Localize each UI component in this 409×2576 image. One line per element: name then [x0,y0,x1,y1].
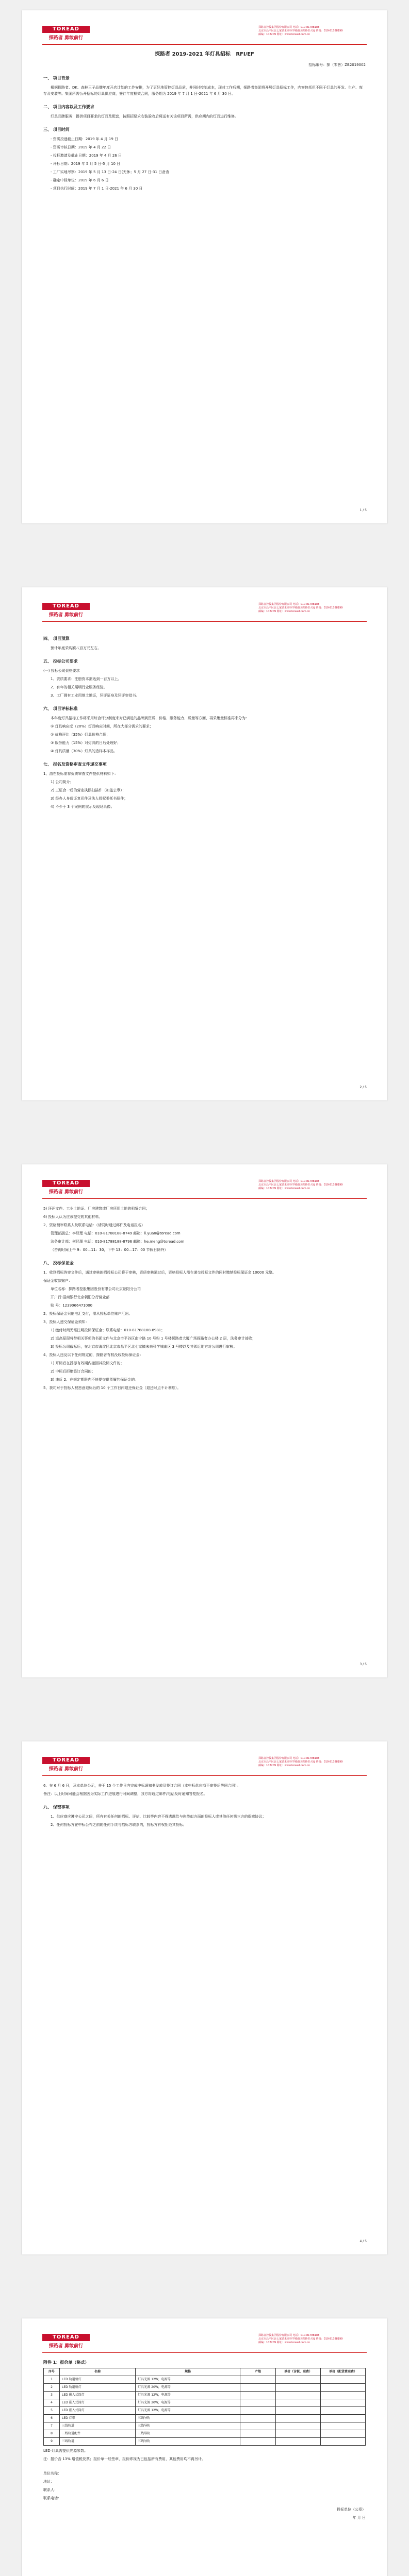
document-page-3 [22,1164,387,1677]
criteria-item: ① 灯具响应度（20%）灯具响应时间，所在大部分需求的要求； [51,724,154,728]
deposit-line: 保证金收款账户： [43,1279,72,1283]
timeline-item: - 确定中标单位：2019 年 6 月 6 日 [51,178,109,182]
timeline-item: - 投标邀请及截止日期：2019 年 4 月 26 日 [51,154,122,158]
document-line: 5) 环评文件、工业土地证、厂房建筑或厂房所用土地的租赁合同； [43,1207,150,1211]
company-line: 北京市昌平区北七家镇未来科学城南区探路者大厦 传真：010-81788199 [258,606,343,609]
table-cell [321,2438,366,2446]
table-cell [240,2376,276,2384]
document-page-1 [22,10,387,523]
toread-logo [42,1180,90,1196]
table-cell [276,2438,321,2446]
logo-subtitle: 探路者 勇敢前行 [48,36,84,41]
table-cell [321,2384,366,2392]
deposit-line: 1、收到招标答审文件后，通过审核的招投标公司将于审核，资质审核通过后，资格投标人需在递交投标文件的同时缴纳投标保证金 10000 元整。 [43,1270,276,1275]
company-info [258,1180,367,1191]
column-header: 单价（配货费运费） [321,2368,366,2376]
table-cell: 灯具光源 20W，电源等 [136,2399,240,2407]
requirement-item: 2、有年的相关照明行业服务经验。 [51,685,107,689]
document-page-5 [22,2318,387,2576]
document-item: 4) 不少于 3 个案例的展示及现场录像； [51,805,114,809]
table-cell: 灯具光源 20W，电源等 [136,2384,240,2392]
timeline-item: - 评标日期：2019 年 5 月 5 日-5 月 10 日 [51,162,121,166]
section-heading: 三、 项目时间 [43,127,70,132]
logo-text: TOREAD [42,26,90,33]
page-content [43,2360,366,2523]
logo-text: TOREAD [42,1180,90,1187]
document-item: 2) 三证合一后的营业执照扫描件（加盖公章）； [51,788,126,792]
section-text: 本年度灯具招标工作将采用综合评分制度来对已满足的品牌到资质、价格、服务能力、质量等方面，再采集量标准再来分为： [51,716,249,720]
column-header: 名称 [60,2368,136,2376]
table-row [44,2407,366,2415]
table-cell: 1 [44,2376,60,2384]
table-cell [240,2422,276,2430]
logo-subtitle: 探路者 勇敢前行 [48,613,84,618]
table-cell [276,2407,321,2415]
company-line: 北京市昌平区北七家镇未来科学城南区探路者大厦 传真：010-81788199 [258,2337,343,2341]
company-line: 邮编：102209 网址：www.toread.com.cn [258,2341,310,2344]
company-line: 探路者控股集团股份有限公司 电话：010-81788188 [258,1180,320,1183]
seal-label: 投标单位（公章） [337,2507,366,2512]
table-cell: 三线导轨 [136,2430,240,2438]
table-cell: 6 [44,2415,60,2422]
table-cell [321,2392,366,2399]
table-cell: 4 [44,2399,60,2407]
table-cell: 3 [44,2392,60,2399]
toread-logo [42,2334,90,2350]
company-line: 邮编：102209 网址：www.toread.com.cn [258,610,310,613]
deposit-line: 1) 缴付时间无需注明投标保证金；联系电话：010-81788188-8981； [51,1328,165,1332]
requirement-item: 1、资质要求：注册资本需达到一百万以上。 [51,677,122,681]
annex-title: 附件 1：报价单（格式） [43,2360,89,2365]
section-text: 根据探路者、DK、森林王子品牌年度开店计划的工作安排，为了更好地管控灯具品质，并同时控制成本，现对工作后期，探路者集团将开展灯具招标工作，内容包括但不限于灯具的开发、生产、库存及安装等。集团所需公开招标的灯具供应商，签订年度框架合同，服务期为 2019 年 7 月 1 日-2021 年 6 月 30 日。 [43,86,363,96]
table-body [44,2376,366,2446]
contact-line: 法务审计部：何经理 电话：010-81788188-8796 邮箱：he.meng@toread.com [51,1240,185,1244]
table-cell [276,2399,321,2407]
table-header-row [44,2368,366,2376]
section-heading: 七、 报名及资格审查文件递交事项 [43,762,107,767]
sign-date: 年 月 日 [352,2516,366,2520]
deposit-line: 5、我司对于投标人被恶意退标后的 10 个工作日内退还保证金（退还时点不计利息）。 [43,1386,181,1390]
timeline-item: - 工厂实地考察：2019 年 5 月 13 日-24 日(无休；5 月 27 日-31 日备查 [51,170,170,174]
page-content [43,1206,366,1393]
table-cell: 9 [44,2438,60,2446]
table-cell [240,2430,276,2438]
contact-line: 管理部副总：李经理 电话：010-81788188-8749 邮箱：li.yuan@toread.com [51,1231,181,1235]
table-row [44,2399,366,2407]
table-cell [240,2415,276,2422]
table-cell: 三线轨道 [60,2438,136,2446]
company-line: 探路者控股集团股份有限公司 电话：010-81788188 [258,1757,320,1760]
table-cell [276,2384,321,2392]
table-cell: 7 [44,2422,60,2430]
sign-field: 地址： [43,2480,54,2484]
table-cell: LED 灯带 [60,2415,136,2422]
page-content [43,629,366,812]
deposit-line: 3) 违反 2、在规定期限内不能提交供货履约保证金的。 [51,1378,139,1382]
logo-subtitle: 探路者 勇敢前行 [48,2344,84,2349]
deposit-line: 单位名称：探路者控股集团股份有限公司北京朝阳分公司 [51,1287,141,1291]
signature-block [43,2470,366,2521]
company-line: 邮编：102209 网址：www.toread.com.cn [258,1764,310,1767]
table-cell [276,2376,321,2384]
toread-logo [42,26,90,42]
page-number: 2 / 5 [359,1086,367,1089]
table-cell: 三线导轨 [136,2438,240,2446]
table-row [44,2376,366,2384]
column-header: 产地 [240,2368,276,2376]
document-line: 6、在 6 月 6 日，及本单位公示，并于 15 个工作日内完成中标通知书发放及签订合同（本中标供应商不审签后等同合同）。 [43,1784,241,1788]
contact-hours: （咨询时间上午 9：00—11：30，下午 13：00—17：00 节假日除外） [51,1248,168,1252]
logo-text: TOREAD [42,1757,90,1764]
page-header [42,603,367,622]
logo-text: TOREAD [42,603,90,610]
deposit-line: 开户行:招商银行北京朝阳分行营业部 [51,1295,110,1299]
document-line: 6) 投标人认为应该提交的其他材料。 [43,1215,103,1219]
table-cell: 灯具光源 12W，电源等 [136,2407,240,2415]
company-line: 探路者控股集团股份有限公司 电话：010-81788188 [258,603,320,606]
requirement-item: 3、工厂拥有工业用地土地证，环评证身及环评审批书。 [51,693,140,698]
table-cell [240,2399,276,2407]
company-line: 北京市昌平区北七家镇未来科学城南区探路者大厦 传真：010-81788199 [258,1760,343,1764]
table-cell: 三线导轨 [136,2422,240,2430]
sign-field: 联系电话： [43,2496,61,2500]
table-cell: 三线轨道 [60,2422,136,2430]
table-row [44,2415,366,2422]
deposit-line: 1) 开标后在投标有效期内撤回其投标文件的； [51,1361,124,1365]
table-cell [276,2415,321,2422]
timeline-item: - 资质审核日期：2019 年 4 月 22 日 [51,145,111,149]
table-cell [321,2376,366,2384]
table-row [44,2422,366,2430]
table-cell [276,2422,321,2430]
page-content [43,1783,366,1830]
section-heading: 八、 投标保证金 [43,1261,74,1265]
column-header: 单价（含税、运费） [276,2368,321,2376]
company-line: 北京市昌平区北七家镇未来科学城南区探路者大厦 传真：010-81788199 [258,1183,343,1187]
page-header [42,26,367,45]
company-info [258,2334,367,2345]
table-cell: LED 轨道射灯 [60,2384,136,2392]
deposit-line: 3、投标人递交保证金须知： [43,1320,89,1324]
subsection-heading: (一) 投标公司资格要求 [43,669,80,673]
company-line: 北京市昌平区北七家镇未来科学城南区探路者大厦 传真：010-81788199 [258,29,343,32]
sign-field: 单位名称： [43,2471,61,2476]
criteria-item: ③ 服务能力（15%）对灯具的日后处理好； [51,741,121,745]
page-number: 1 / 5 [359,509,367,512]
criteria-item: ④ 灯具质量（30%）灯具的造样本样品。 [51,749,118,753]
company-line: 邮编：102209 网址：www.toread.com.cn [258,1187,310,1190]
quotation-table [43,2368,366,2446]
section-heading: 一、 项目背景 [43,76,70,80]
section-heading: 五、 投标公司要求 [43,659,78,664]
table-row [44,2384,366,2392]
table-cell [321,2422,366,2430]
document-page-2 [22,587,387,1100]
page-number: 3 / 5 [359,1663,367,1666]
note-line: 备注：以上时间可能会根据因为实际工作进展进行时间调整，我方将通过邮件/电话及时通知答复报名。 [43,1792,207,1796]
document-item: 1) 公司简介； [51,780,74,784]
deposit-line: 账 号：1239066471000 [51,1303,93,1308]
page-content [43,52,366,194]
section-heading: 九、 保密事项 [43,1805,70,1809]
deposit-line: 2、投标保证金只能电汇支付，需从投标单位账户汇出。 [43,1312,133,1316]
logo-subtitle: 探路者 勇敢前行 [48,1767,84,1772]
subsection-heading: 1、潜在投标需将资质审查文件提供材料如下： [43,772,118,776]
column-header: 序号 [44,2368,60,2376]
table-cell [240,2438,276,2446]
table-cell: LED 嵌入式筒灯 [60,2399,136,2407]
confidentiality-item: 1、供应商应遵守公司之间，所有有关任何的招标、评估、比较等内容不得透露给与你类似方面的投标人或其他任何第三方的保密协议； [51,1815,266,1819]
sign-field: 联系人： [43,2488,58,2492]
table-cell: 5 [44,2407,60,2415]
table-cell [276,2430,321,2438]
logo-text: TOREAD [42,2334,90,2341]
table-note: 注：报价含 13% 增值税发票；报价单一经签章，报价即视为已包括所有费用，其他费用均不再另计。 [43,2457,206,2461]
company-info [258,603,367,614]
table-cell: 8 [44,2430,60,2438]
deposit-line: 4、投标人违反以下任何规定的，探路者有权没收投标保证金： [43,1353,143,1357]
company-info [258,26,367,37]
section-heading: 四、 项目预算 [43,636,70,641]
page-header [42,1180,367,1199]
toread-logo [42,603,90,619]
document-item: 3) 经办人身份证复印件及法人授权委托书原件； [51,796,128,801]
table-cell: 灯具光源 12W，电源等 [136,2392,240,2399]
section-text: 灯具品牌服务：提供项目要求的灯具及配套，按照招要求安装验收后将送有关该项目所需，供应期内的灯具进行维修。 [51,114,238,118]
deposit-line: 3) 投标公司截标后，在北京市海淀区北京市昌平区北七家镇未来科学城南区 3 号楼以及其邻近地方对公司进行审核； [51,1345,237,1349]
table-cell [240,2384,276,2392]
page-header [42,2334,367,2353]
document-title: 探路者 2019-2021 年灯具招标 RFI/EF [155,52,254,57]
logo-subtitle: 探路者 勇敢前行 [48,1190,84,1195]
deposit-line: 2) 中标后拒绝签订合同的； [51,1369,95,1374]
table-cell: 三线导轨 [136,2415,240,2422]
table-cell: LED 嵌入式筒灯 [60,2392,136,2399]
timeline-item: - 项目执行时间：2019 年 7 月 1 日-2021 年 6 月 30 日 [51,187,143,191]
table-row [44,2438,366,2446]
document-page-4 [22,1741,387,2255]
table-cell [240,2392,276,2399]
section-text: 预计年度采购额八百万元左右。 [51,646,101,650]
table-row [44,2430,366,2438]
company-line: 探路者控股集团股份有限公司 电话：010-81788188 [258,2334,320,2337]
timeline-item: - 资质投递截止日期：2019 年 4 月 19 日 [51,137,119,141]
table-cell [321,2415,366,2422]
deposit-line: 2) 退高原现将带相关事项的书面文件与北京市平谷区南宁路 10 号粉 1 号楼探路者大厦广场探路者办公楼 2 层，法务审计部收； [51,1336,256,1341]
company-line: 探路者控股集团股份有限公司 电话：010-81788188 [258,26,320,29]
table-cell: LED 嵌入式筒灯 [60,2407,136,2415]
table-cell: 2 [44,2384,60,2392]
tender-code: 招标编号：探（零售）ZB2019002 [308,63,366,67]
table-cell: 灯具光源 12W，电源等 [136,2376,240,2384]
company-info [258,1757,367,1768]
table-cell: 三线轨道配件 [60,2430,136,2438]
section-heading: 六、 项目评标标准 [43,706,78,711]
table-cell [321,2399,366,2407]
company-line: 邮编：102209 网址：www.toread.com.cn [258,33,310,36]
document-line: 2、资格预审联系人及联系电话：（请同时通过邮件及电话报名） [43,1223,145,1227]
column-header: 规格 [136,2368,240,2376]
toread-logo [42,1757,90,1773]
table-cell [240,2407,276,2415]
page-header [42,1757,367,1776]
table-cell [276,2392,321,2399]
criteria-item: ② 价格评比（35%）灯具价格合理； [51,733,110,737]
table-note: LED 灯具需提供光源参数。 [43,2449,88,2453]
table-cell [321,2407,366,2415]
table-cell [321,2430,366,2438]
page-number: 4 / 5 [359,2240,367,2243]
table-cell: LED 轨道射灯 [60,2376,136,2384]
section-heading: 二、 项目内容以及工作要求 [43,105,94,109]
confidentiality-item: 2、任何投标方在中标公布之前的任何手续与招标方联系的，投标方有权拒绝其投标； [51,1823,187,1827]
table-row [44,2392,366,2399]
